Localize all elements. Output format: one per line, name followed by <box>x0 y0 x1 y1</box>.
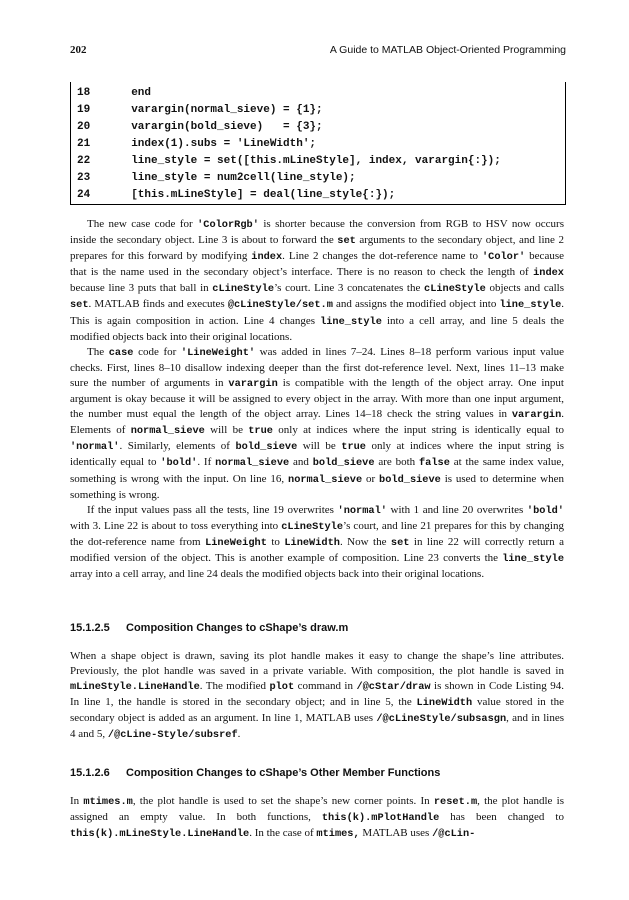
code-text: line_style = set([this.mLineStyle], index, varargin{:}); <box>118 155 501 167</box>
line-number: 18 <box>77 87 91 99</box>
body-text-block-3 <box>70 794 564 842</box>
section-heading-draw <box>70 622 564 634</box>
code-line <box>71 101 565 119</box>
code-text: varargin(normal_sieve) = {1}; <box>118 104 323 116</box>
paragraph-draw: When a shape object is drawn, saving its plot handle makes it easy to change the shape’s line attributes. Previously, the plot handle was saved in a private variable. With composition, the plot handle is saved in mLineStyle.LineHandle. The modified plot command in /@cStar/draw is shown in Code Listing 94. In line 1, the handle is stored in the secondary object; and in line 5, the LineWidth value stored in the secondary object is added as an argument. In line 1, MATLAB uses /@cLineStyle/subsasgn, and in lines 4 and 5, /@cLine-Style/subsref. <box>70 650 564 742</box>
section-title: Composition Changes to cShape’s draw.m <box>126 622 349 634</box>
section-title: Composition Changes to cShape’s Other Member Functions <box>126 767 441 779</box>
body-text-block-2 <box>70 649 564 744</box>
paragraph-lineweight: The case code for 'LineWeight' was added in lines 7–24. Lines 8–18 perform various input value checks. First, lines 8–10 disallow indexing deeper than the first dot-reference level. Next, lines 11–13 make sure the number of arguments in varargin is compatible with the length of the object array. One input argument is okay because it will be assigned to every object in the array. With more than one input argument, the number must equal the length of the object array. Lines 14–18 check the string values in varargin. Elements of normal_sieve will be true only at indices where the input string is identically equal to 'normal'. Similarly, elements of bold_sieve will be true only at indices where the input string is identically equal to 'bold'. If normal_sieve and bold_sieve are both false at the same index value, something is wrong with the input. On line 16, normal_sieve or bold_sieve is used to determine when something is wrong. <box>70 345 565 501</box>
line-number: 19 <box>77 104 91 116</box>
code-text: end <box>118 87 152 99</box>
line-number: 23 <box>77 172 91 184</box>
paragraph-mtimes-reset: In mtimes.m, the plot handle is used to set the shape’s new corner points. In reset.m, the plot handle is assigned an empty value. In both functions, this(k).mPlotHandle has been changed to this(k).mLineStyle.LineHandle. In the case of mtimes, MATLAB uses /@cLin- <box>70 795 564 841</box>
paragraph-colorrgb: The new case code for 'ColorRgb' is shorter because the conversion from RGB to HSV now occurs inside the secondary object. Line 3 is about to forward the set arguments to the secondary object, and line 2 prepares for this forward by modifying index. Line 2 changes the dot-reference name to 'Color' because that is the name used in the secondary object’s interface. There is no reason to check the length of index because line 3 puts that ball in cLineStyle’s court. Line 3 concatenates the cLineStyle objects and calls set. MATLAB finds and executes @cLineStyle/set.m and assigns the modified object into line_style. This is again composition in action. Line 4 changes line_style into a cell array, and line 5 deals the modified objects back into their original locations. <box>70 218 564 343</box>
line-number: 21 <box>77 138 91 150</box>
section-heading-other-functions <box>70 767 564 779</box>
body-text-block-1 <box>70 217 564 582</box>
code-line <box>71 152 565 170</box>
paragraph-tests-pass: If the input values pass all the tests, line 19 overwrites 'normal' with 1 and line 20 overwrites 'bold' with 3. Line 22 is about to toss everything into cLineStyle’s court, and line 21 prepares for this by changing the dot-reference name from LineWeight to LineWidth. Now the set in line 22 will correctly return a modified version of the object. This is another example of composition. Line 23 converts the line_style array into a cell array, and line 24 deals the modified objects back into their original locations. <box>70 503 565 581</box>
code-line <box>71 186 565 204</box>
code-text: [this.mLineStyle] = deal(line_style{:}); <box>118 189 396 201</box>
line-number: 24 <box>77 189 91 201</box>
page-number: 202 <box>70 44 87 56</box>
running-title: A Guide to MATLAB Object-Oriented Programming <box>329 44 566 56</box>
code-text: varargin(bold_sieve) = {3}; <box>118 121 323 133</box>
code-listing-box <box>70 82 566 205</box>
code-line <box>71 118 565 136</box>
code-line <box>71 135 565 153</box>
code-line <box>71 169 565 187</box>
code-text: line_style = num2cell(line_style); <box>118 172 356 184</box>
section-number: 15.1.2.6 <box>70 767 110 779</box>
code-line <box>71 84 565 102</box>
section-number: 15.1.2.5 <box>70 622 110 634</box>
line-number: 20 <box>77 121 91 133</box>
line-number: 22 <box>77 155 91 167</box>
running-header <box>70 44 566 60</box>
code-text: index(1).subs = 'LineWidth'; <box>118 138 317 150</box>
